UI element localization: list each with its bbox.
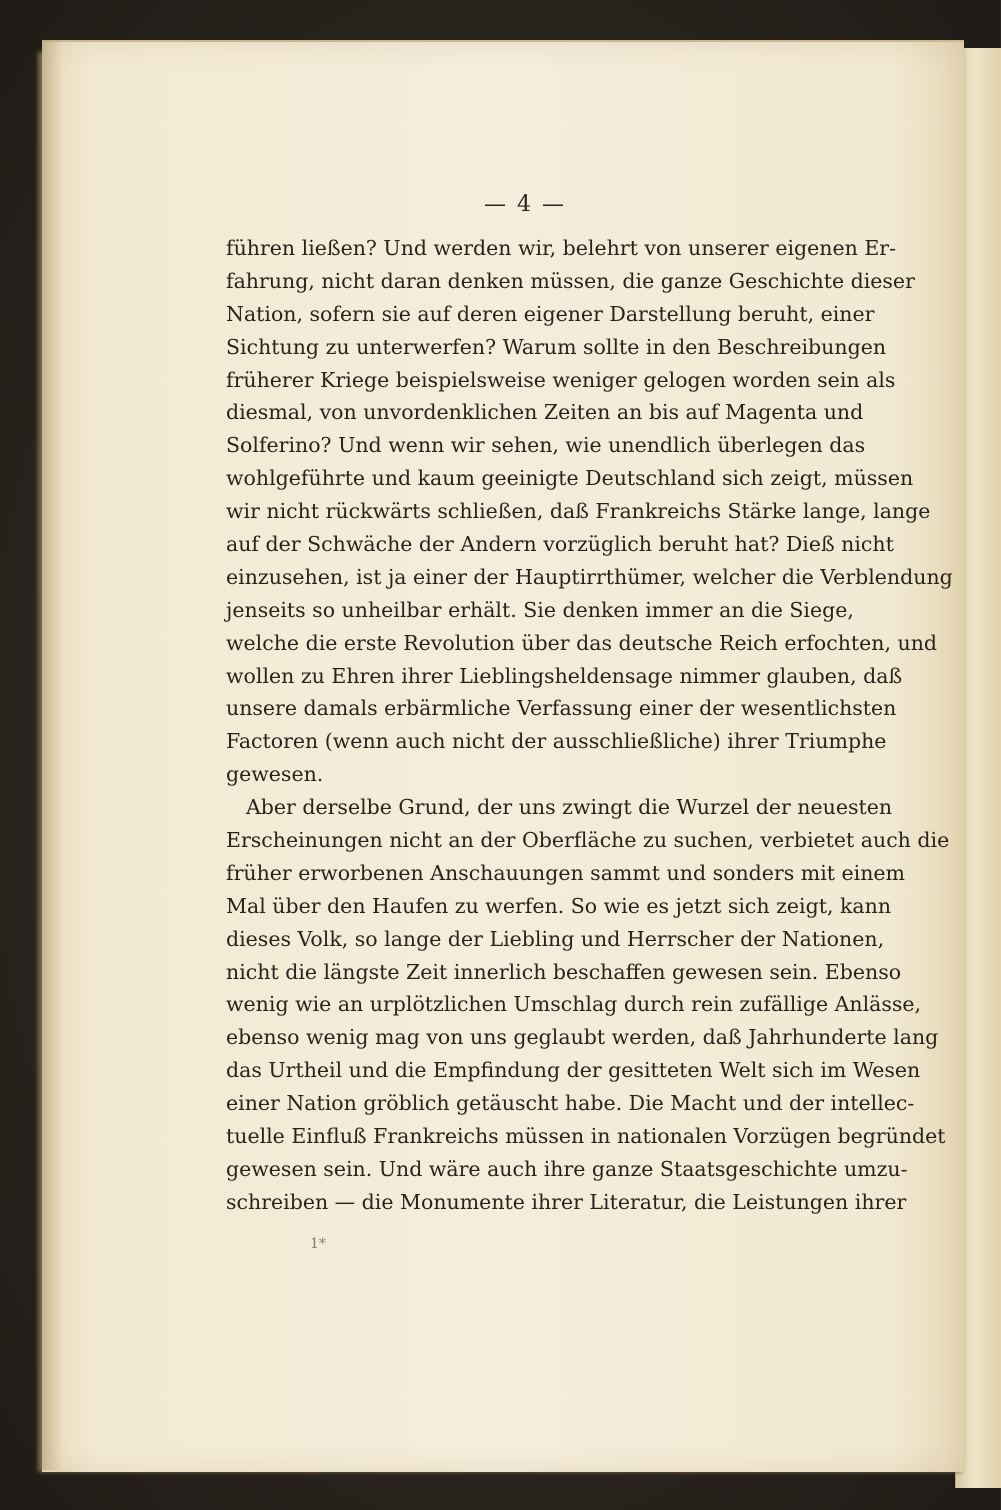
text-line: diesmal, von unvordenklichen Zeiten an bis auf Magenta und: [226, 400, 864, 425]
text-line: führen ließen? Und werden wir, belehrt von unserer eigenen Er-: [226, 236, 897, 260]
text-line: jenseits so unheilbar erhält. Sie denken immer an die Siege,: [226, 597, 854, 622]
text-line: wenig wie an urplötzlichen Umschlag durch rein zufällige Anlässe,: [226, 992, 922, 1017]
text-line: Solferino? Und wenn wir sehen, wie unendlich überlegen das: [226, 433, 866, 458]
text-line: fahrung, nicht daran denken müssen, die ganze Geschichte dieser: [226, 268, 915, 293]
text-line: wir nicht rückwärts schließen, daß Frankreichs Stärke lange, lange: [226, 499, 931, 524]
text-line: nicht die längste Zeit innerlich beschaffen gewesen sein. Ebenso: [226, 959, 902, 984]
text-line: das Urtheil und die Empfindung der gesitteten Welt sich im Wesen: [226, 1058, 921, 1083]
signature-mark: 1*: [310, 1236, 326, 1252]
text-line: unsere damals erbärmliche Verfassung einer der wesentlichsten: [226, 696, 897, 721]
text-line: auf der Schwäche der Andern vorzüglich beruht hat? Dieß nicht: [226, 532, 894, 557]
text-line: früherer Kriege beispielsweise weniger gelogen worden sein als: [226, 367, 896, 392]
text-line: Factoren (wenn auch nicht der ausschließliche) ihrer Triumphe: [226, 729, 887, 754]
text-line: wollen zu Ehren ihrer Lieblingsheldensage nimmer glauben, daß: [226, 663, 903, 688]
text-line: gewesen.: [226, 762, 324, 787]
text-line: gewesen sein. Und wäre auch ihre ganze Staatsgeschichte umzu-: [226, 1156, 908, 1181]
text-line: einer Nation gröblich getäuscht habe. Die Macht und der intellec-: [226, 1091, 915, 1116]
page-number: — 4 —: [484, 192, 566, 217]
body-text: [226, 232, 953, 1219]
text-line: welche die erste Revolution über das deutsche Reich erfochten, und: [226, 630, 938, 655]
text-line: Mal über den Haufen zu werfen. So wie es jetzt sich zeigt, kann: [226, 893, 892, 918]
text-line: Erscheinungen nicht an der Oberfläche zu suchen, verbietet auch die: [226, 828, 950, 853]
text-line: einzusehen, ist ja einer der Hauptirrthümer, welcher die Verblendung: [226, 564, 953, 589]
text-line: schreiben — die Monumente ihrer Literatur, die Leistungen ihrer: [226, 1189, 907, 1214]
text-line: Sichtung zu unterwerfen? Warum sollte in den Beschreibungen: [226, 334, 887, 359]
text-line: tuelle Einfluß Frankreichs müssen in nationalen Vorzügen begründet: [226, 1124, 946, 1149]
text-line: dieses Volk, so lange der Liebling und Herrscher der Nationen,: [226, 926, 885, 951]
text-line: wohlgeführte und kaum geeinigte Deutschland sich zeigt, müssen: [226, 466, 914, 491]
text-line: ebenso wenig mag von uns geglaubt werden, daß Jahrhunderte lang: [226, 1025, 939, 1050]
text-line: Aber derselbe Grund, der uns zwingt die Wurzel der neuesten: [246, 795, 893, 820]
text-line: Nation, sofern sie auf deren eigener Darstellung beruht, einer: [226, 301, 875, 326]
page-binding-shade: [42, 40, 62, 1470]
text-line: früher erworbenen Anschauungen sammt und sonders mit einem: [226, 860, 905, 885]
